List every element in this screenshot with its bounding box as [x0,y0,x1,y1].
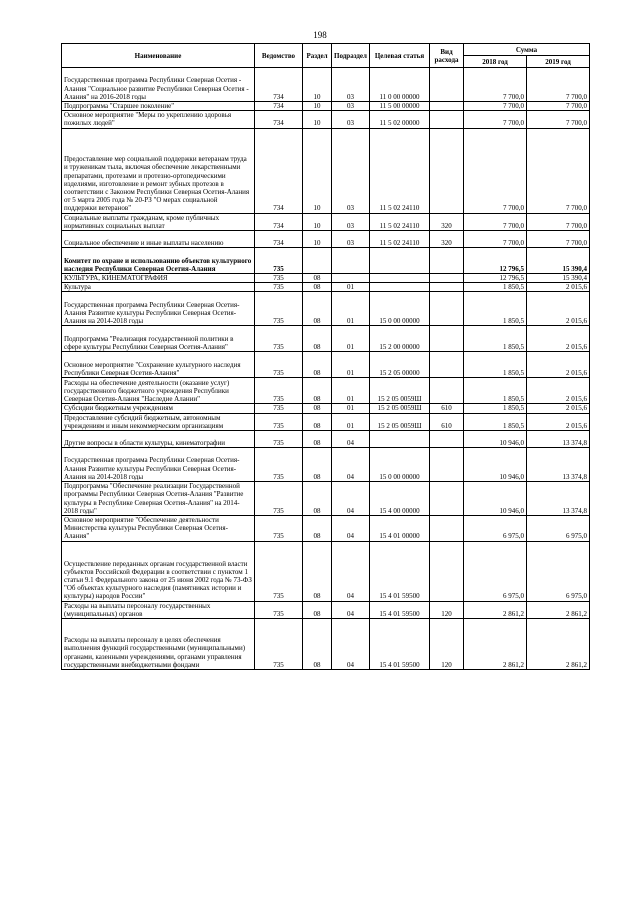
cell-name: Осуществление переданных органам государственной власти субъектов Российской Федерации в соответствии с пунктом 1 статьи 9.1 Федерального закона от 25 июня 2002 года № 73-ФЗ "Об объектах культурного наследия (памятниках истории и культуры) народов России" [62,541,255,601]
cell-vid [430,448,464,482]
table-row [62,326,590,352]
cell-2018: 2 861,2 [464,619,527,670]
cell-name: Подпрограмма "Обеспечение реализации Государственной программы Республики Северная Осетия-Алания "Развитие культуры в Республике Северная Осетия-Алания" на 2014-2018 годы" [62,482,255,516]
cell-2019: 2 015,6 [527,378,590,404]
cell-razdel: 10 [303,213,332,230]
table-row [62,619,590,670]
cell-name: Комитет по охране и использованию объектов культурного наследия Республики Северная Осетия-Алания [62,248,255,274]
cell-2018: 1 850,5 [464,352,527,378]
cell-vid: 320 [430,213,464,230]
table-row [62,274,590,283]
cell-vid: 120 [430,601,464,618]
cell-2019: 7 700,0 [527,102,590,111]
cell-2018: 10 946,0 [464,431,527,448]
cell-ved: 734 [255,102,303,111]
cell-ved: 735 [255,601,303,618]
cell-razdel: 10 [303,128,332,213]
cell-celevaya: 15 2 05 00000 [370,352,430,378]
cell-name: Субсидии бюджетным учреждениям [62,404,255,413]
cell-ved: 735 [255,482,303,516]
cell-podrazdel: 04 [332,601,370,618]
cell-razdel: 10 [303,111,332,128]
cell-podrazdel: 04 [332,431,370,448]
cell-razdel: 10 [303,102,332,111]
cell-celevaya: 15 4 01 59500 [370,619,430,670]
cell-celevaya: 11 0 00 00000 [370,68,430,102]
cell-2019: 2 015,6 [527,292,590,326]
cell-2018: 12 796,5 [464,274,527,283]
table-row [62,292,590,326]
cell-vid [430,431,464,448]
cell-2019: 13 374,8 [527,448,590,482]
cell-razdel: 08 [303,482,332,516]
table-row [62,213,590,230]
cell-celevaya: 15 2 00 00000 [370,326,430,352]
header-razdel: Раздел [303,44,332,68]
table-row [62,516,590,542]
cell-podrazdel: 01 [332,378,370,404]
cell-name: Государственная программа Республики Северная Осетия-Алания Развитие культуры Республики Северная Осетия-Алания на 2014-2018 годы [62,448,255,482]
cell-2018: 7 700,0 [464,213,527,230]
cell-celevaya: 11 5 02 24110 [370,128,430,213]
cell-2018: 7 700,0 [464,68,527,102]
cell-ved: 734 [255,128,303,213]
cell-celevaya: 15 2 05 0059Ш [370,413,430,430]
cell-2018: 7 700,0 [464,102,527,111]
cell-podrazdel: 01 [332,413,370,430]
cell-2019: 15 390,4 [527,274,590,283]
cell-vid [430,274,464,283]
cell-2019: 6 975,0 [527,541,590,601]
cell-name: Предоставление субсидий бюджетным, автономным учреждениям и иным некоммерческим организациям [62,413,255,430]
header-2018: 2018 год [464,56,527,68]
table-row [62,378,590,404]
header-vid: Вид расхода [430,44,464,68]
cell-ved: 735 [255,248,303,274]
cell-ved: 734 [255,68,303,102]
cell-vid: 320 [430,231,464,248]
cell-2019: 13 374,8 [527,482,590,516]
cell-name: Другие вопросы в области культуры, кинематографии [62,431,255,448]
cell-vid: 610 [430,413,464,430]
header-2019: 2019 год [527,56,590,68]
cell-ved: 734 [255,213,303,230]
cell-2018: 12 796,5 [464,248,527,274]
cell-podrazdel: 04 [332,448,370,482]
cell-name: Расходы на выплаты персоналу государственных (муниципальных) органов [62,601,255,618]
cell-2018: 6 975,0 [464,541,527,601]
cell-vid [430,292,464,326]
cell-razdel: 08 [303,541,332,601]
cell-razdel: 10 [303,68,332,102]
table-row [62,601,590,618]
cell-celevaya: 11 5 02 24110 [370,231,430,248]
cell-name: Основное мероприятие "Меры по укреплению здоровья пожилых людей" [62,111,255,128]
cell-vid [430,102,464,111]
cell-celevaya: 15 2 05 0059Ш [370,404,430,413]
cell-2018: 2 861,2 [464,601,527,618]
header-summa: Сумма [464,44,590,56]
cell-podrazdel: 03 [332,213,370,230]
cell-podrazdel [332,274,370,283]
table-row [62,541,590,601]
cell-razdel: 08 [303,601,332,618]
cell-podrazdel: 03 [332,102,370,111]
cell-2018: 1 850,5 [464,326,527,352]
cell-celevaya: 15 4 01 59500 [370,541,430,601]
cell-ved: 735 [255,619,303,670]
cell-celevaya [370,274,430,283]
cell-2018: 7 700,0 [464,128,527,213]
cell-celevaya: 15 2 05 0059Ш [370,378,430,404]
cell-celevaya: 15 4 01 00000 [370,516,430,542]
cell-2018: 6 975,0 [464,516,527,542]
cell-razdel: 08 [303,413,332,430]
cell-vid [430,128,464,213]
cell-2019: 6 975,0 [527,516,590,542]
cell-celevaya: 11 5 02 00000 [370,111,430,128]
cell-name: Основное мероприятие "Сохранение культурного наследия Республики Северная Осетия-Алания" [62,352,255,378]
cell-2019: 2 015,6 [527,404,590,413]
cell-name: Культура [62,283,255,292]
cell-2019: 2 015,6 [527,413,590,430]
cell-podrazdel: 01 [332,352,370,378]
cell-podrazdel: 04 [332,482,370,516]
cell-vid [430,68,464,102]
table-row [62,352,590,378]
cell-vid [430,283,464,292]
cell-podrazdel: 04 [332,541,370,601]
cell-name: Расходы на выплаты персоналу в целях обеспечения выполнения функций государственными (муниципальными) органами, казенными учреждениями, органами управления государственными внебюджетными фондами [62,619,255,670]
cell-celevaya: 15 0 00 00000 [370,292,430,326]
cell-2019: 7 700,0 [527,68,590,102]
cell-ved: 734 [255,111,303,128]
cell-ved: 735 [255,431,303,448]
cell-name: Подпрограмма "Старшее поколение" [62,102,255,111]
cell-2019: 7 700,0 [527,231,590,248]
cell-vid [430,482,464,516]
cell-ved: 735 [255,413,303,430]
cell-vid [430,326,464,352]
budget-table [61,43,590,670]
cell-razdel: 08 [303,619,332,670]
cell-razdel: 08 [303,274,332,283]
cell-podrazdel: 03 [332,231,370,248]
cell-celevaya: 11 5 00 00000 [370,102,430,111]
cell-2018: 10 946,0 [464,448,527,482]
cell-podrazdel: 03 [332,128,370,213]
cell-celevaya [370,431,430,448]
cell-vid [430,541,464,601]
cell-name: Предоставление мер социальной поддержки ветеранам труда и труженикам тыла, включая обеспечение лекарственными препаратами, протезами и протезно-ортопедическими изделиями, изготовление и ремонт зубных протезов в соответствии с Законом Республики Северная Осетия-Алания от 5 марта 2005 года № 20-РЗ "О мерах социальной поддержки ветеранов" [62,128,255,213]
cell-podrazdel: 04 [332,516,370,542]
header-podrazdel: Подраздел [332,44,370,68]
cell-name: КУЛЬТУРА, КИНЕМАТОГРАФИЯ [62,274,255,283]
cell-2019: 2 015,6 [527,352,590,378]
cell-2019: 13 374,8 [527,431,590,448]
table-row [62,413,590,430]
cell-podrazdel: 01 [332,326,370,352]
cell-ved: 735 [255,326,303,352]
cell-name: Основное мероприятие "Обеспечение деятельности Министерства культуры Республики Северная Осетия-Алания" [62,516,255,542]
table-row [62,248,590,274]
cell-vid: 120 [430,619,464,670]
cell-podrazdel: 01 [332,283,370,292]
cell-2018: 10 946,0 [464,482,527,516]
cell-vid [430,352,464,378]
cell-celevaya [370,283,430,292]
cell-name: Социальные выплаты гражданам, кроме публичных нормативных социальных выплат [62,213,255,230]
cell-ved: 735 [255,292,303,326]
cell-celevaya: 15 0 00 00000 [370,448,430,482]
cell-celevaya: 15 4 00 00000 [370,482,430,516]
cell-name: Государственная программа Республики Северная Осетия-Алания Развитие культуры Республики Северная Осетия-Алания на 2014-2018 годы [62,292,255,326]
cell-name: Расходы на обеспечение деятельности (оказание услуг) государственного бюджетного учреждения Республики Северная Осетия-Алания "Наследие Алании" [62,378,255,404]
cell-name: Социальное обеспечение и иные выплаты населению [62,231,255,248]
table-row [62,404,590,413]
cell-vid [430,516,464,542]
table-row [62,68,590,102]
cell-2019: 7 700,0 [527,111,590,128]
header-celevaya: Целевая статья [370,44,430,68]
cell-podrazdel: 01 [332,404,370,413]
cell-2018: 1 850,5 [464,292,527,326]
header-name: Наименование [62,44,255,68]
cell-2019: 7 700,0 [527,213,590,230]
cell-ved: 735 [255,274,303,283]
cell-razdel: 08 [303,378,332,404]
cell-ved: 735 [255,404,303,413]
cell-razdel: 08 [303,516,332,542]
cell-vid [430,111,464,128]
table-row [62,448,590,482]
table-row [62,283,590,292]
cell-vid [430,248,464,274]
cell-2018: 1 850,5 [464,283,527,292]
cell-razdel: 08 [303,448,332,482]
header-ved: Ведомство [255,44,303,68]
table-row [62,128,590,213]
cell-razdel: 08 [303,404,332,413]
cell-vid: 610 [430,404,464,413]
cell-2018: 7 700,0 [464,111,527,128]
cell-2018: 1 850,5 [464,413,527,430]
cell-2019: 2 861,2 [527,601,590,618]
cell-name: Государственная программа Республики Северная Осетия - Алания "Социальное развитие Республики Северная Осетия - Алания" на 2016-2018 годы [62,68,255,102]
cell-podrazdel [332,248,370,274]
cell-podrazdel: 03 [332,111,370,128]
cell-ved: 735 [255,516,303,542]
cell-ved: 735 [255,541,303,601]
cell-ved: 735 [255,448,303,482]
table-row [62,482,590,516]
cell-razdel: 08 [303,292,332,326]
table-row [62,111,590,128]
cell-vid [430,378,464,404]
cell-razdel: 08 [303,326,332,352]
cell-celevaya [370,248,430,274]
cell-razdel [303,248,332,274]
page-number: 198 [313,30,327,40]
cell-razdel: 08 [303,352,332,378]
cell-2019: 2 015,6 [527,283,590,292]
cell-2019: 2 861,2 [527,619,590,670]
cell-podrazdel: 03 [332,68,370,102]
cell-name: Подпрограмма "Реализация государственной политики в сфере культуры Республики Северная Осетия-Алания" [62,326,255,352]
cell-podrazdel: 01 [332,292,370,326]
cell-ved: 735 [255,352,303,378]
cell-2019: 2 015,6 [527,326,590,352]
cell-2019: 15 390,4 [527,248,590,274]
table-row [62,431,590,448]
cell-celevaya: 11 5 02 24110 [370,213,430,230]
cell-2018: 1 850,5 [464,404,527,413]
cell-podrazdel: 04 [332,619,370,670]
cell-2018: 7 700,0 [464,231,527,248]
table-body [62,68,590,670]
cell-celevaya: 15 4 01 59500 [370,601,430,618]
table-row [62,231,590,248]
cell-razdel: 08 [303,431,332,448]
cell-2019: 7 700,0 [527,128,590,213]
cell-ved: 735 [255,378,303,404]
cell-ved: 735 [255,283,303,292]
table-row [62,102,590,111]
cell-razdel: 08 [303,283,332,292]
cell-razdel: 10 [303,231,332,248]
cell-ved: 734 [255,231,303,248]
cell-2018: 1 850,5 [464,378,527,404]
